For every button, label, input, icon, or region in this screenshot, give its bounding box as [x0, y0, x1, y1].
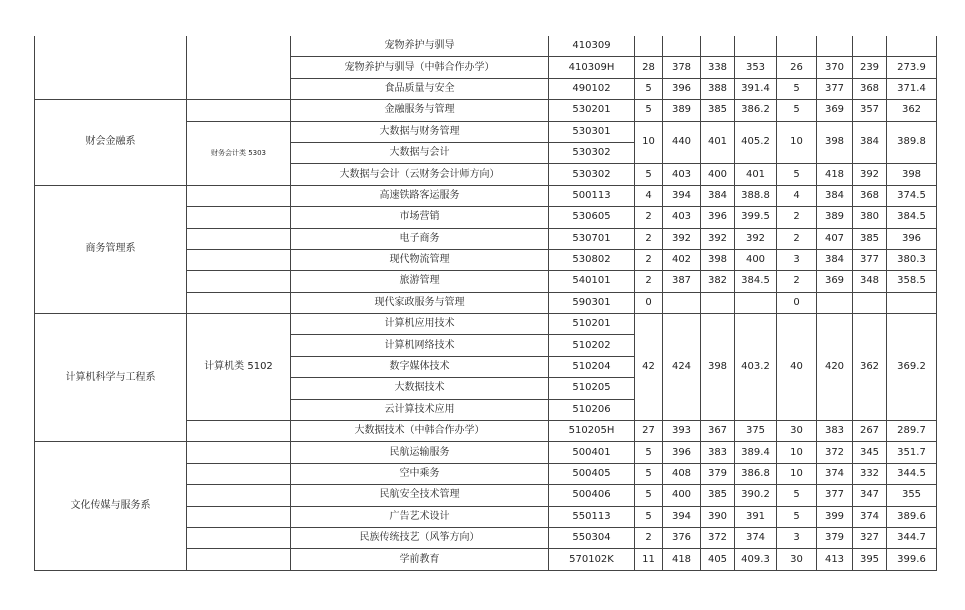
major-code-cell: 530701: [549, 228, 635, 249]
score-cell-max1: 376: [663, 527, 701, 548]
score-cell-max2: 413: [817, 549, 853, 570]
score-cell-avg1: 399.5: [735, 207, 777, 228]
score-cell-p1: 27: [635, 421, 663, 442]
table-body: [35, 36, 937, 570]
score-cell-avg2: 380.3: [887, 249, 937, 270]
score-cell-avg1: 384.5: [735, 271, 777, 292]
score-cell-min1: 392: [701, 228, 735, 249]
major-code-cell: 540101: [549, 271, 635, 292]
score-cell-max1: 402: [663, 249, 701, 270]
score-cell-max2: 377: [817, 485, 853, 506]
score-cell-avg2: [887, 292, 937, 313]
score-cell-avg1: 405.2: [735, 121, 777, 164]
major-code-cell: 500113: [549, 185, 635, 206]
score-cell-max2: [817, 36, 853, 57]
score-cell-max2: 372: [817, 442, 853, 463]
score-cell-max1: 403: [663, 164, 701, 185]
score-cell-p2: 5: [777, 164, 817, 185]
major-code-cell: 510201: [549, 314, 635, 335]
score-cell-avg1: 409.3: [735, 549, 777, 570]
major-name-cell: 大数据技术: [291, 378, 549, 399]
table-row: [35, 36, 937, 57]
score-cell-min2: 385: [853, 228, 887, 249]
major-name-cell: 民族传统技艺（风筝方向）: [291, 527, 549, 548]
score-cell-min2: 362: [853, 314, 887, 421]
score-cell-min1: 385: [701, 100, 735, 121]
score-cell-max1: [663, 36, 701, 57]
score-cell-p1: 4: [635, 185, 663, 206]
score-cell-p1: 5: [635, 442, 663, 463]
department-cell: [35, 36, 187, 100]
score-cell-max1: 424: [663, 314, 701, 421]
score-cell-max1: 394: [663, 506, 701, 527]
score-cell-p2: 30: [777, 421, 817, 442]
category-cell: [187, 207, 291, 228]
score-cell-min2: 395: [853, 549, 887, 570]
score-cell-min1: 401: [701, 121, 735, 164]
score-cell-max2: 379: [817, 527, 853, 548]
score-cell-avg1: 403.2: [735, 314, 777, 421]
score-cell-max1: 396: [663, 442, 701, 463]
category-cell: [187, 421, 291, 442]
score-cell-max1: 403: [663, 207, 701, 228]
score-cell-avg1: 391: [735, 506, 777, 527]
major-name-cell: 数字媒体技术: [291, 356, 549, 377]
score-cell-max1: 389: [663, 100, 701, 121]
major-name-cell: 大数据与会计（云财务会计师方向）: [291, 164, 549, 185]
category-cell: 财务会计类 5303: [187, 121, 291, 185]
score-cell-p1: 10: [635, 121, 663, 164]
score-cell-max1: [663, 292, 701, 313]
score-cell-avg2: 371.4: [887, 78, 937, 99]
major-name-cell: 大数据与财务管理: [291, 121, 549, 142]
category-cell: [187, 185, 291, 206]
major-name-cell: 计算机应用技术: [291, 314, 549, 335]
score-cell-avg2: 389.6: [887, 506, 937, 527]
category-cell: [187, 36, 291, 100]
score-cell-p1: 2: [635, 228, 663, 249]
category-cell: [187, 506, 291, 527]
category-cell: 计算机类 5102: [187, 314, 291, 421]
score-cell-p2: 10: [777, 121, 817, 164]
major-code-cell: 530201: [549, 100, 635, 121]
major-name-cell: 现代家政服务与管理: [291, 292, 549, 313]
score-cell-p1: 42: [635, 314, 663, 421]
major-code-cell: 500406: [549, 485, 635, 506]
major-code-cell: 570102K: [549, 549, 635, 570]
major-name-cell: 市场营销: [291, 207, 549, 228]
score-cell-min2: 332: [853, 463, 887, 484]
category-cell: [187, 100, 291, 121]
score-cell-avg2: 398: [887, 164, 937, 185]
score-cell-max1: 393: [663, 421, 701, 442]
score-cell-avg1: 374: [735, 527, 777, 548]
department-cell: 文化传媒与服务系: [35, 442, 187, 570]
score-cell-min1: 388: [701, 78, 735, 99]
major-name-cell: 云计算技术应用: [291, 399, 549, 420]
score-cell-min1: 400: [701, 164, 735, 185]
major-name-cell: 宠物养护与驯导（中韩合作办学）: [291, 57, 549, 78]
score-cell-max2: 370: [817, 57, 853, 78]
major-name-cell: 大数据与会计: [291, 142, 549, 163]
major-name-cell: 学前教育: [291, 549, 549, 570]
major-code-cell: 590301: [549, 292, 635, 313]
major-code-cell: 410309: [549, 36, 635, 57]
score-cell-max1: 392: [663, 228, 701, 249]
major-name-cell: 电子商务: [291, 228, 549, 249]
score-cell-avg2: 369.2: [887, 314, 937, 421]
score-cell-min1: [701, 292, 735, 313]
score-cell-min1: [701, 36, 735, 57]
score-cell-max1: 387: [663, 271, 701, 292]
score-cell-min1: 398: [701, 314, 735, 421]
score-cell-avg2: 344.5: [887, 463, 937, 484]
score-cell-min1: 390: [701, 506, 735, 527]
department-cell: 商务管理系: [35, 185, 187, 313]
major-name-cell: 民航运输服务: [291, 442, 549, 463]
category-cell: [187, 442, 291, 463]
score-cell-avg1: 401: [735, 164, 777, 185]
score-cell-p2: 2: [777, 207, 817, 228]
score-cell-avg1: 375: [735, 421, 777, 442]
category-cell: [187, 228, 291, 249]
major-code-cell: 490102: [549, 78, 635, 99]
major-name-cell: 高速铁路客运服务: [291, 185, 549, 206]
score-cell-avg2: 273.9: [887, 57, 937, 78]
score-cell-p2: 10: [777, 442, 817, 463]
score-cell-p2: 40: [777, 314, 817, 421]
score-cell-max2: 407: [817, 228, 853, 249]
score-cell-avg2: 374.5: [887, 185, 937, 206]
major-name-cell: 旅游管理: [291, 271, 549, 292]
score-cell-min1: 338: [701, 57, 735, 78]
score-cell-avg1: [735, 36, 777, 57]
major-code-cell: 510204: [549, 356, 635, 377]
major-code-cell: 530302: [549, 142, 635, 163]
score-cell-max1: 418: [663, 549, 701, 570]
table-row: [35, 185, 937, 206]
major-name-cell: 食品质量与安全: [291, 78, 549, 99]
score-cell-avg1: 392: [735, 228, 777, 249]
score-cell-avg1: 386.8: [735, 463, 777, 484]
score-cell-p1: 2: [635, 527, 663, 548]
score-cell-max2: 377: [817, 78, 853, 99]
score-cell-max1: 440: [663, 121, 701, 164]
major-name-cell: 计算机网络技术: [291, 335, 549, 356]
score-cell-avg2: 358.5: [887, 271, 937, 292]
score-cell-max2: 369: [817, 271, 853, 292]
score-cell-avg2: 384.5: [887, 207, 937, 228]
score-cell-min2: 377: [853, 249, 887, 270]
score-cell-max1: 378: [663, 57, 701, 78]
score-cell-min1: 372: [701, 527, 735, 548]
score-cell-p2: 0: [777, 292, 817, 313]
major-code-cell: 510205: [549, 378, 635, 399]
score-cell-p1: 2: [635, 249, 663, 270]
score-cell-max1: 394: [663, 185, 701, 206]
score-cell-max2: [817, 292, 853, 313]
score-cell-min1: 385: [701, 485, 735, 506]
score-cell-p2: [777, 36, 817, 57]
score-cell-avg2: 351.7: [887, 442, 937, 463]
score-cell-p1: 5: [635, 100, 663, 121]
score-cell-min1: 379: [701, 463, 735, 484]
category-cell: [187, 485, 291, 506]
category-cell: [187, 271, 291, 292]
score-cell-min2: 345: [853, 442, 887, 463]
score-cell-max2: 398: [817, 121, 853, 164]
department-cell: 财会金融系: [35, 100, 187, 186]
score-cell-avg1: 390.2: [735, 485, 777, 506]
score-cell-max2: 420: [817, 314, 853, 421]
category-cell: [187, 292, 291, 313]
score-cell-max2: 384: [817, 185, 853, 206]
score-cell-min2: 239: [853, 57, 887, 78]
score-cell-min2: 357: [853, 100, 887, 121]
score-cell-max1: 396: [663, 78, 701, 99]
major-code-cell: 530605: [549, 207, 635, 228]
score-cell-p1: [635, 36, 663, 57]
score-cell-p2: 5: [777, 485, 817, 506]
score-cell-avg1: 386.2: [735, 100, 777, 121]
score-cell-p2: 2: [777, 271, 817, 292]
score-cell-p2: 5: [777, 506, 817, 527]
major-name-cell: 金融服务与管理: [291, 100, 549, 121]
major-code-cell: 510202: [549, 335, 635, 356]
major-code-cell: 500405: [549, 463, 635, 484]
score-cell-p2: 3: [777, 527, 817, 548]
score-cell-avg2: [887, 36, 937, 57]
score-cell-p2: 10: [777, 463, 817, 484]
score-cell-p1: 2: [635, 207, 663, 228]
score-cell-p2: 26: [777, 57, 817, 78]
score-cell-p1: 5: [635, 78, 663, 99]
major-name-cell: 宠物养护与驯导: [291, 36, 549, 57]
score-cell-p1: 5: [635, 485, 663, 506]
major-code-cell: 410309H: [549, 57, 635, 78]
score-cell-min1: 396: [701, 207, 735, 228]
major-name-cell: 空中乘务: [291, 463, 549, 484]
score-cell-min1: 383: [701, 442, 735, 463]
score-cell-p2: 5: [777, 78, 817, 99]
score-cell-avg1: 400: [735, 249, 777, 270]
score-cell-max2: 418: [817, 164, 853, 185]
score-cell-p2: 30: [777, 549, 817, 570]
major-code-cell: 530301: [549, 121, 635, 142]
category-cell: [187, 463, 291, 484]
score-cell-min2: [853, 292, 887, 313]
score-cell-max2: 384: [817, 249, 853, 270]
major-name-cell: 广告艺术设计: [291, 506, 549, 527]
score-cell-avg1: 391.4: [735, 78, 777, 99]
major-name-cell: 现代物流管理: [291, 249, 549, 270]
score-cell-avg1: 388.8: [735, 185, 777, 206]
score-cell-p1: 5: [635, 506, 663, 527]
major-code-cell: 530802: [549, 249, 635, 270]
score-cell-p1: 5: [635, 463, 663, 484]
score-cell-p1: 2: [635, 271, 663, 292]
table-row: [35, 100, 937, 121]
score-cell-avg1: [735, 292, 777, 313]
score-cell-max2: 374: [817, 463, 853, 484]
major-name-cell: 民航安全技术管理: [291, 485, 549, 506]
score-cell-p2: 4: [777, 185, 817, 206]
score-cell-min2: 380: [853, 207, 887, 228]
table-row: [35, 314, 937, 335]
score-cell-p1: 28: [635, 57, 663, 78]
score-cell-p1: 5: [635, 164, 663, 185]
score-cell-avg2: 344.7: [887, 527, 937, 548]
score-cell-min1: 384: [701, 185, 735, 206]
score-cell-min1: 405: [701, 549, 735, 570]
major-code-cell: 510206: [549, 399, 635, 420]
category-cell: [187, 249, 291, 270]
score-cell-avg2: 362: [887, 100, 937, 121]
score-cell-max2: 389: [817, 207, 853, 228]
score-cell-min2: 327: [853, 527, 887, 548]
score-cell-max2: 383: [817, 421, 853, 442]
score-cell-p2: 5: [777, 100, 817, 121]
score-cell-min2: 368: [853, 78, 887, 99]
score-cell-min2: 368: [853, 185, 887, 206]
score-cell-min2: 392: [853, 164, 887, 185]
major-code-cell: 500401: [549, 442, 635, 463]
score-cell-min2: 348: [853, 271, 887, 292]
score-cell-p1: 11: [635, 549, 663, 570]
major-code-cell: 530302: [549, 164, 635, 185]
score-cell-min1: 382: [701, 271, 735, 292]
score-cell-avg1: 353: [735, 57, 777, 78]
score-cell-min2: 384: [853, 121, 887, 164]
score-cell-avg2: 399.6: [887, 549, 937, 570]
admission-score-table: [34, 36, 937, 571]
category-cell: [187, 549, 291, 570]
score-cell-min2: 374: [853, 506, 887, 527]
score-cell-max1: 400: [663, 485, 701, 506]
score-cell-avg2: 355: [887, 485, 937, 506]
score-cell-max1: 408: [663, 463, 701, 484]
major-code-cell: 550113: [549, 506, 635, 527]
score-cell-p2: 2: [777, 228, 817, 249]
major-code-cell: 510205H: [549, 421, 635, 442]
score-cell-min2: 267: [853, 421, 887, 442]
score-cell-max2: 399: [817, 506, 853, 527]
score-cell-avg2: 289.7: [887, 421, 937, 442]
score-cell-p2: 3: [777, 249, 817, 270]
score-cell-avg2: 389.8: [887, 121, 937, 164]
score-cell-p1: 0: [635, 292, 663, 313]
department-cell: 计算机科学与工程系: [35, 314, 187, 442]
score-cell-min1: 398: [701, 249, 735, 270]
major-code-cell: 550304: [549, 527, 635, 548]
score-cell-min2: 347: [853, 485, 887, 506]
score-cell-avg1: 389.4: [735, 442, 777, 463]
score-cell-min1: 367: [701, 421, 735, 442]
category-cell: [187, 527, 291, 548]
score-cell-min2: [853, 36, 887, 57]
major-name-cell: 大数据技术（中韩合作办学）: [291, 421, 549, 442]
table-row: [35, 442, 937, 463]
score-cell-avg2: 396: [887, 228, 937, 249]
score-cell-max2: 369: [817, 100, 853, 121]
